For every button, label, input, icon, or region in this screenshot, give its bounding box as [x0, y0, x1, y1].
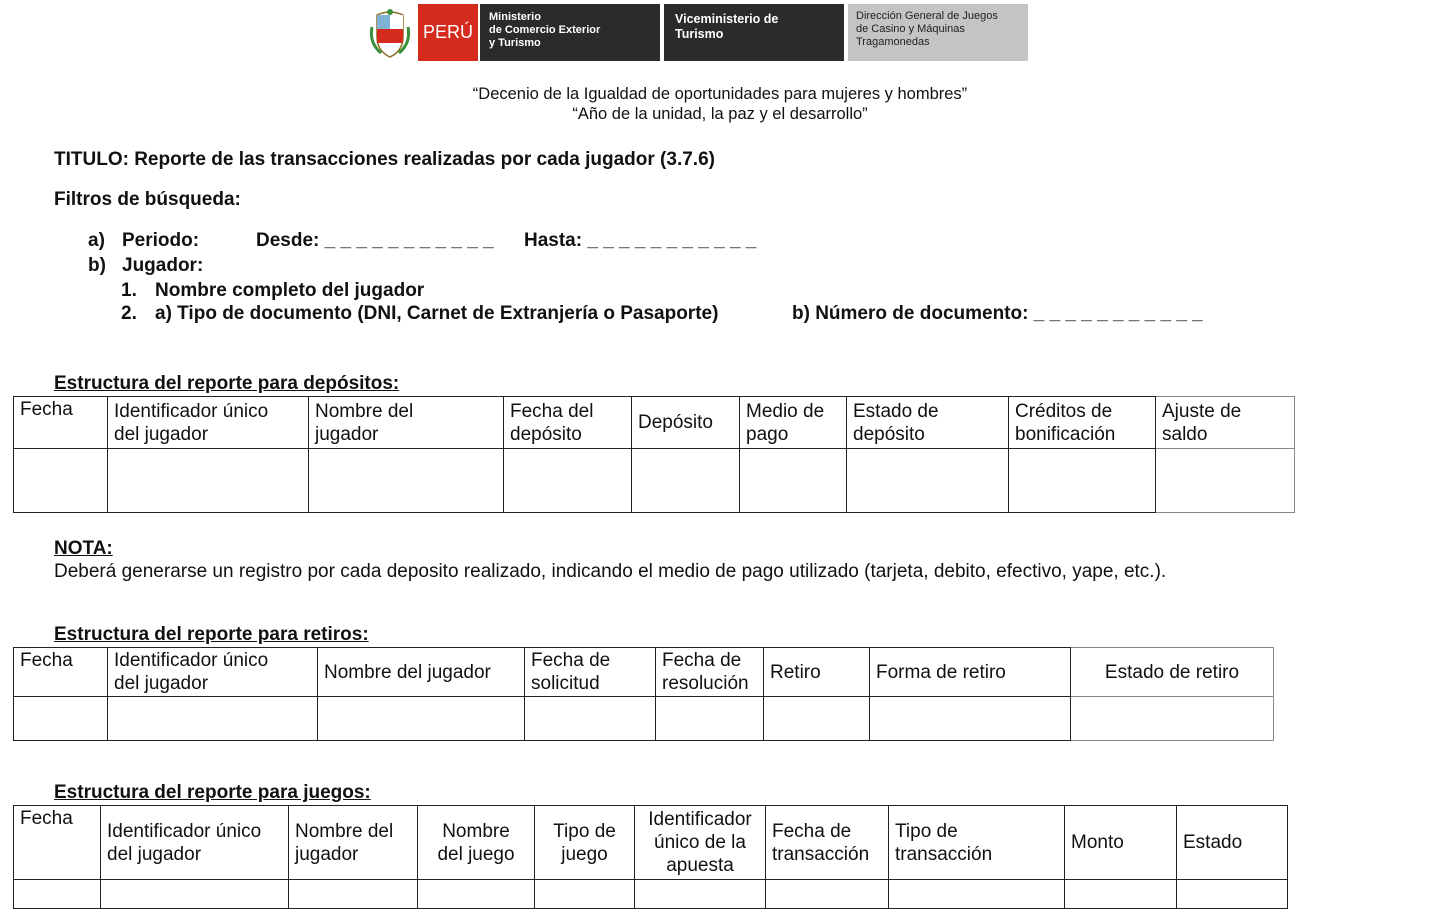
- filter-periodo-label: Periodo:: [122, 230, 200, 251]
- nota-text: Deberá generarse un registro por cada deposito realizado, indicando el medio de pago utilizado (tarjeta, debito, efectivo, yape, etc.).: [54, 561, 1167, 582]
- col-header-line: juego: [561, 843, 608, 865]
- col-header-line: bonificación: [1015, 423, 1116, 445]
- col-header-line: Fecha del: [510, 400, 594, 422]
- col-header-identificador-apuesta: [635, 806, 766, 880]
- col-header-fecha-solicitud: [525, 648, 656, 697]
- col-header-line: Créditos de: [1015, 400, 1113, 422]
- col-header-deposito: [632, 397, 740, 449]
- col-header-fecha: [14, 397, 108, 449]
- table-cell: [14, 697, 108, 741]
- col-header-line: del juego: [437, 843, 515, 865]
- table-cell: [535, 880, 635, 909]
- ministry-line: y Turismo: [489, 37, 541, 49]
- col-header-line: Fecha de: [772, 820, 852, 842]
- direction-box: [848, 4, 1028, 61]
- col-header-line: solicitud: [531, 673, 600, 694]
- table-cell: [740, 449, 847, 513]
- peru-label: PERÚ: [418, 4, 478, 61]
- table-row: [14, 697, 1274, 741]
- col-header-retiro: [764, 648, 870, 697]
- col-header-line: Fecha de: [531, 650, 611, 671]
- col-header-line: Fecha: [20, 808, 73, 829]
- col-header-line: pago: [746, 423, 789, 445]
- col-header-line: Fecha: [20, 650, 73, 671]
- table-row: [14, 880, 1288, 909]
- juegos-table: [13, 805, 1288, 909]
- filter-sub1-marker: 1.: [121, 280, 137, 301]
- table-cell: [632, 449, 740, 513]
- table-cell: [889, 880, 1065, 909]
- col-header-line: Forma de retiro: [876, 661, 1006, 683]
- nota-heading: NOTA:: [54, 538, 113, 559]
- col-header-tipo-juego: [535, 806, 635, 880]
- retiros-heading: Estructura del reporte para retiros:: [54, 624, 369, 645]
- col-header-line: apuesta: [666, 855, 734, 876]
- table-cell: [14, 880, 101, 909]
- col-header-line: Fecha de: [662, 650, 742, 671]
- table-cell: [318, 697, 525, 741]
- viceministry-line: Turismo: [675, 27, 724, 41]
- filter-jugador-label: Jugador:: [122, 255, 204, 276]
- col-header-line: del jugador: [114, 423, 209, 445]
- col-header-line: Nombre: [442, 820, 510, 842]
- col-header-identificador: [108, 397, 309, 449]
- col-header-ajuste: [1156, 397, 1295, 449]
- col-header-line: del jugador: [114, 673, 209, 694]
- table-cell: [101, 880, 289, 909]
- col-header-fecha-resolucion: [656, 648, 764, 697]
- table-cell: [525, 697, 656, 741]
- col-header-line: Fecha: [20, 399, 73, 420]
- col-header-line: jugador: [315, 423, 379, 445]
- col-header-line: saldo: [1162, 423, 1208, 445]
- col-header-tipo-transaccion: [889, 806, 1065, 880]
- peru-coat-of-arms-icon: [366, 4, 414, 61]
- table-row: [14, 449, 1295, 513]
- col-header-line: depósito: [853, 423, 925, 445]
- col-header-line: resolución: [662, 673, 749, 694]
- col-header-line: transacción: [895, 843, 993, 865]
- col-header-line: Ajuste de: [1162, 400, 1242, 422]
- table-cell: [1156, 449, 1295, 513]
- col-header-line: Identificador único: [114, 650, 269, 671]
- header-banner: [366, 4, 1028, 61]
- col-header-line: Estado de: [853, 400, 939, 422]
- table-cell: [289, 880, 418, 909]
- ministry-box: [480, 4, 660, 61]
- col-header-line: Identificador único: [114, 400, 269, 422]
- table-cell: [1065, 880, 1177, 909]
- col-header-line: Identificador único: [107, 820, 262, 842]
- col-header-line: depósito: [510, 423, 582, 445]
- col-header-fecha: [14, 648, 108, 697]
- table-cell: [418, 880, 535, 909]
- col-header-fecha-deposito: [504, 397, 632, 449]
- col-header-nombre: [318, 648, 525, 697]
- filter-a-marker: a): [88, 230, 105, 251]
- filter-b-marker: b): [88, 255, 106, 276]
- retiros-table: [13, 647, 1274, 741]
- table-cell: [108, 697, 318, 741]
- page-title: TITULO: Reporte de las transacciones realizadas por cada jugador (3.7.6): [54, 149, 715, 170]
- col-header-estado: [1177, 806, 1288, 880]
- col-header-line: Retiro: [770, 661, 821, 683]
- table-cell: [1177, 880, 1288, 909]
- table-header-row: [14, 806, 1288, 880]
- depositos-heading: Estructura del reporte para depósitos:: [54, 373, 400, 394]
- filter-numero-documento: b) Número de documento: _ _ _ _ _ _ _ _ _ _ _: [792, 303, 1203, 324]
- col-header-medio-pago: [740, 397, 847, 449]
- col-header-line: transacción: [772, 843, 870, 865]
- table-header-row: [14, 648, 1274, 697]
- depositos-table: [13, 396, 1295, 513]
- col-header-line: Identificador: [648, 809, 752, 830]
- filter-desde: Desde: _ _ _ _ _ _ _ _ _ _ _: [256, 230, 494, 251]
- col-header-estado-retiro: [1071, 648, 1274, 697]
- table-cell: [504, 449, 632, 513]
- table-cell: [870, 697, 1071, 741]
- table-cell: [1071, 697, 1274, 741]
- decenio-text: “Decenio de la Igualdad de oportunidades para mujeres y hombres”: [472, 85, 968, 103]
- direction-line: Tragamonedas: [856, 36, 930, 48]
- ministry-line: Ministerio: [489, 11, 541, 23]
- col-header-line: del jugador: [107, 843, 202, 865]
- col-header-line: Tipo de: [895, 820, 958, 842]
- col-header-nombre: [289, 806, 418, 880]
- col-header-forma-retiro: [870, 648, 1071, 697]
- col-header-line: jugador: [295, 843, 359, 865]
- col-header-line: Nombre del: [315, 400, 414, 422]
- col-header-fecha: [14, 806, 101, 880]
- table-cell: [1009, 449, 1156, 513]
- table-cell: [108, 449, 309, 513]
- direction-line: Dirección General de Juegos: [856, 10, 998, 22]
- filter-hasta: Hasta: _ _ _ _ _ _ _ _ _ _ _: [524, 230, 757, 251]
- filter-nombre-completo: Nombre completo del jugador: [155, 280, 425, 301]
- col-header-line: Nombre del: [295, 820, 394, 842]
- table-cell: [847, 449, 1009, 513]
- filter-tipo-documento: a) Tipo de documento (DNI, Carnet de Extranjería o Pasaporte): [155, 303, 719, 324]
- col-header-line: único de la: [654, 832, 746, 853]
- col-header-estado-deposito: [847, 397, 1009, 449]
- table-cell: [635, 880, 766, 909]
- col-header-line: Depósito: [638, 412, 713, 433]
- juegos-heading: Estructura del reporte para juegos:: [54, 782, 371, 803]
- ministry-line: de Comercio Exterior: [489, 24, 601, 36]
- table-cell: [309, 449, 504, 513]
- filters-heading: Filtros de búsqueda:: [54, 189, 241, 210]
- table-header-row: [14, 397, 1295, 449]
- table-cell: [766, 880, 889, 909]
- col-header-monto: [1065, 806, 1177, 880]
- col-header-line: Tipo de: [553, 820, 616, 842]
- col-header-line: Estado: [1183, 832, 1243, 853]
- col-header-line: Estado de retiro: [1104, 661, 1240, 683]
- col-header-identificador: [108, 648, 318, 697]
- col-header-identificador: [101, 806, 289, 880]
- col-header-creditos: [1009, 397, 1156, 449]
- filter-sub2-marker: 2.: [121, 303, 137, 324]
- anio-text: “Año de la unidad, la paz y el desarrollo”: [572, 105, 868, 123]
- col-header-fecha-transaccion: [766, 806, 889, 880]
- viceministry-line: Viceministerio de: [675, 12, 779, 26]
- table-cell: [764, 697, 870, 741]
- col-header-line: Nombre del jugador: [324, 661, 491, 683]
- col-header-line: Medio de: [746, 400, 825, 422]
- col-header-nombre-juego: [418, 806, 535, 880]
- direction-line: de Casino y Máquinas: [856, 23, 965, 35]
- table-cell: [656, 697, 764, 741]
- col-header-line: Monto: [1071, 832, 1124, 853]
- viceministry-box: [664, 4, 844, 61]
- table-cell: [14, 449, 108, 513]
- col-header-nombre: [309, 397, 504, 449]
